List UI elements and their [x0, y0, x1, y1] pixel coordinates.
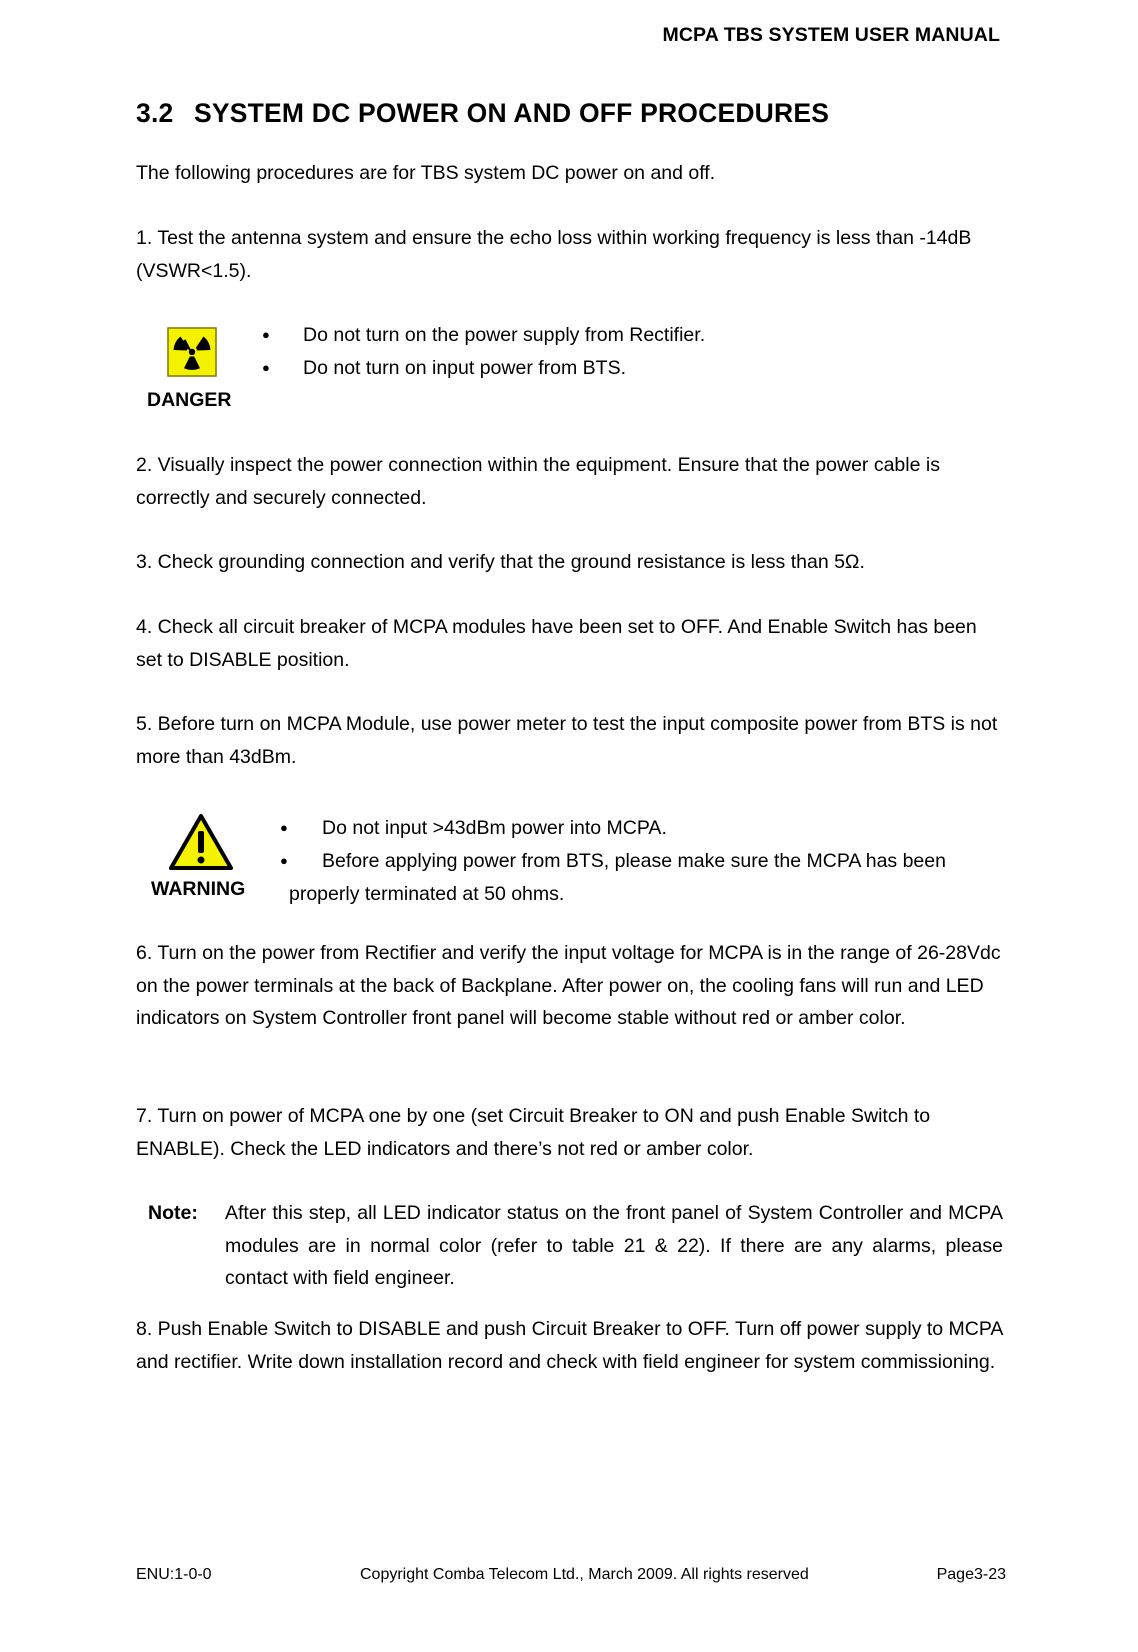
footer-page-number: Page3-23 [936, 1566, 1006, 1583]
bullet-icon: ● [280, 820, 288, 835]
section-title: SYSTEM DC POWER ON AND OFF PROCEDURES [194, 98, 830, 128]
running-header: MCPA TBS SYSTEM USER MANUAL [662, 24, 1000, 46]
bullet-icon: ● [262, 360, 270, 375]
step-2: 2. Visually inspect the power connection within the equipment. Ensure that the power cable is correctly and securely connected. [136, 454, 940, 509]
intro-paragraph: The following procedures are for TBS system DC power on and off. [136, 162, 716, 184]
step-6: 6. Turn on the power from Rectifier and verify the input voltage for MCPA is in the range of 26-28Vdc on the power terminals at the back of Backplane. After power on, the cooling fans will run and LED indicators on System Controller front panel will become stable without red or amber color. [136, 942, 1001, 1030]
step-7: 7. Turn on power of MCPA one by one (set Circuit Breaker to ON and push Enable Switch to ENABLE). Check the LED indicators and there’s not red or amber color. [136, 1105, 931, 1160]
step-1: 1. Test the antenna system and ensure the echo loss within working frequency is less than -14dB (VSWR<1.5). [136, 227, 972, 282]
step-4: 4. Check all circuit breaker of MCPA modules have been set to OFF. And Enable Switch has been set to DISABLE position. [136, 616, 977, 671]
footer-copyright: Copyright Comba Telecom Ltd., March 2009. All rights reserved [360, 1566, 809, 1583]
radiation-hazard-icon [167, 327, 217, 382]
warning-item-1: Do not input >43dBm power into MCPA. [322, 817, 667, 839]
step-5: 5. Before turn on MCPA Module, use power meter to test the input composite power from BTS is not more than 43dBm. [136, 713, 998, 768]
warning-item-2-continuation: properly terminated at 50 ohms. [289, 883, 565, 905]
bullet-icon: ● [262, 327, 270, 342]
warning-triangle-icon [168, 813, 234, 876]
note-label: Note: [148, 1202, 198, 1224]
danger-label: DANGER [147, 389, 232, 411]
step-3: 3. Check grounding connection and verify that the ground resistance is less than 5Ω. [136, 551, 865, 573]
section-heading [136, 98, 829, 129]
warning-item-2: Before applying power from BTS, please make sure the MCPA has been [322, 850, 946, 872]
danger-item-2: Do not turn on input power from BTS. [303, 357, 626, 379]
danger-item-1: Do not turn on the power supply from Rectifier. [303, 324, 706, 346]
warning-label: WARNING [151, 878, 246, 900]
section-number: 3.2 [136, 98, 174, 128]
footer-document-id: ENU:1-0-0 [136, 1566, 212, 1583]
bullet-icon: ● [280, 853, 288, 868]
step-8: 8. Push Enable Switch to DISABLE and push Circuit Breaker to OFF. Turn off power supply to MCPA and rectifier. Write down installation record and check with field engineer for system commissioning. [136, 1318, 1003, 1373]
note-text: After this step, all LED indicator status on the front panel of System Controller and MCPA modules are in normal color (refer to table 21 & 22). If there are any alarms, please contact with field engineer. [225, 1202, 1003, 1290]
